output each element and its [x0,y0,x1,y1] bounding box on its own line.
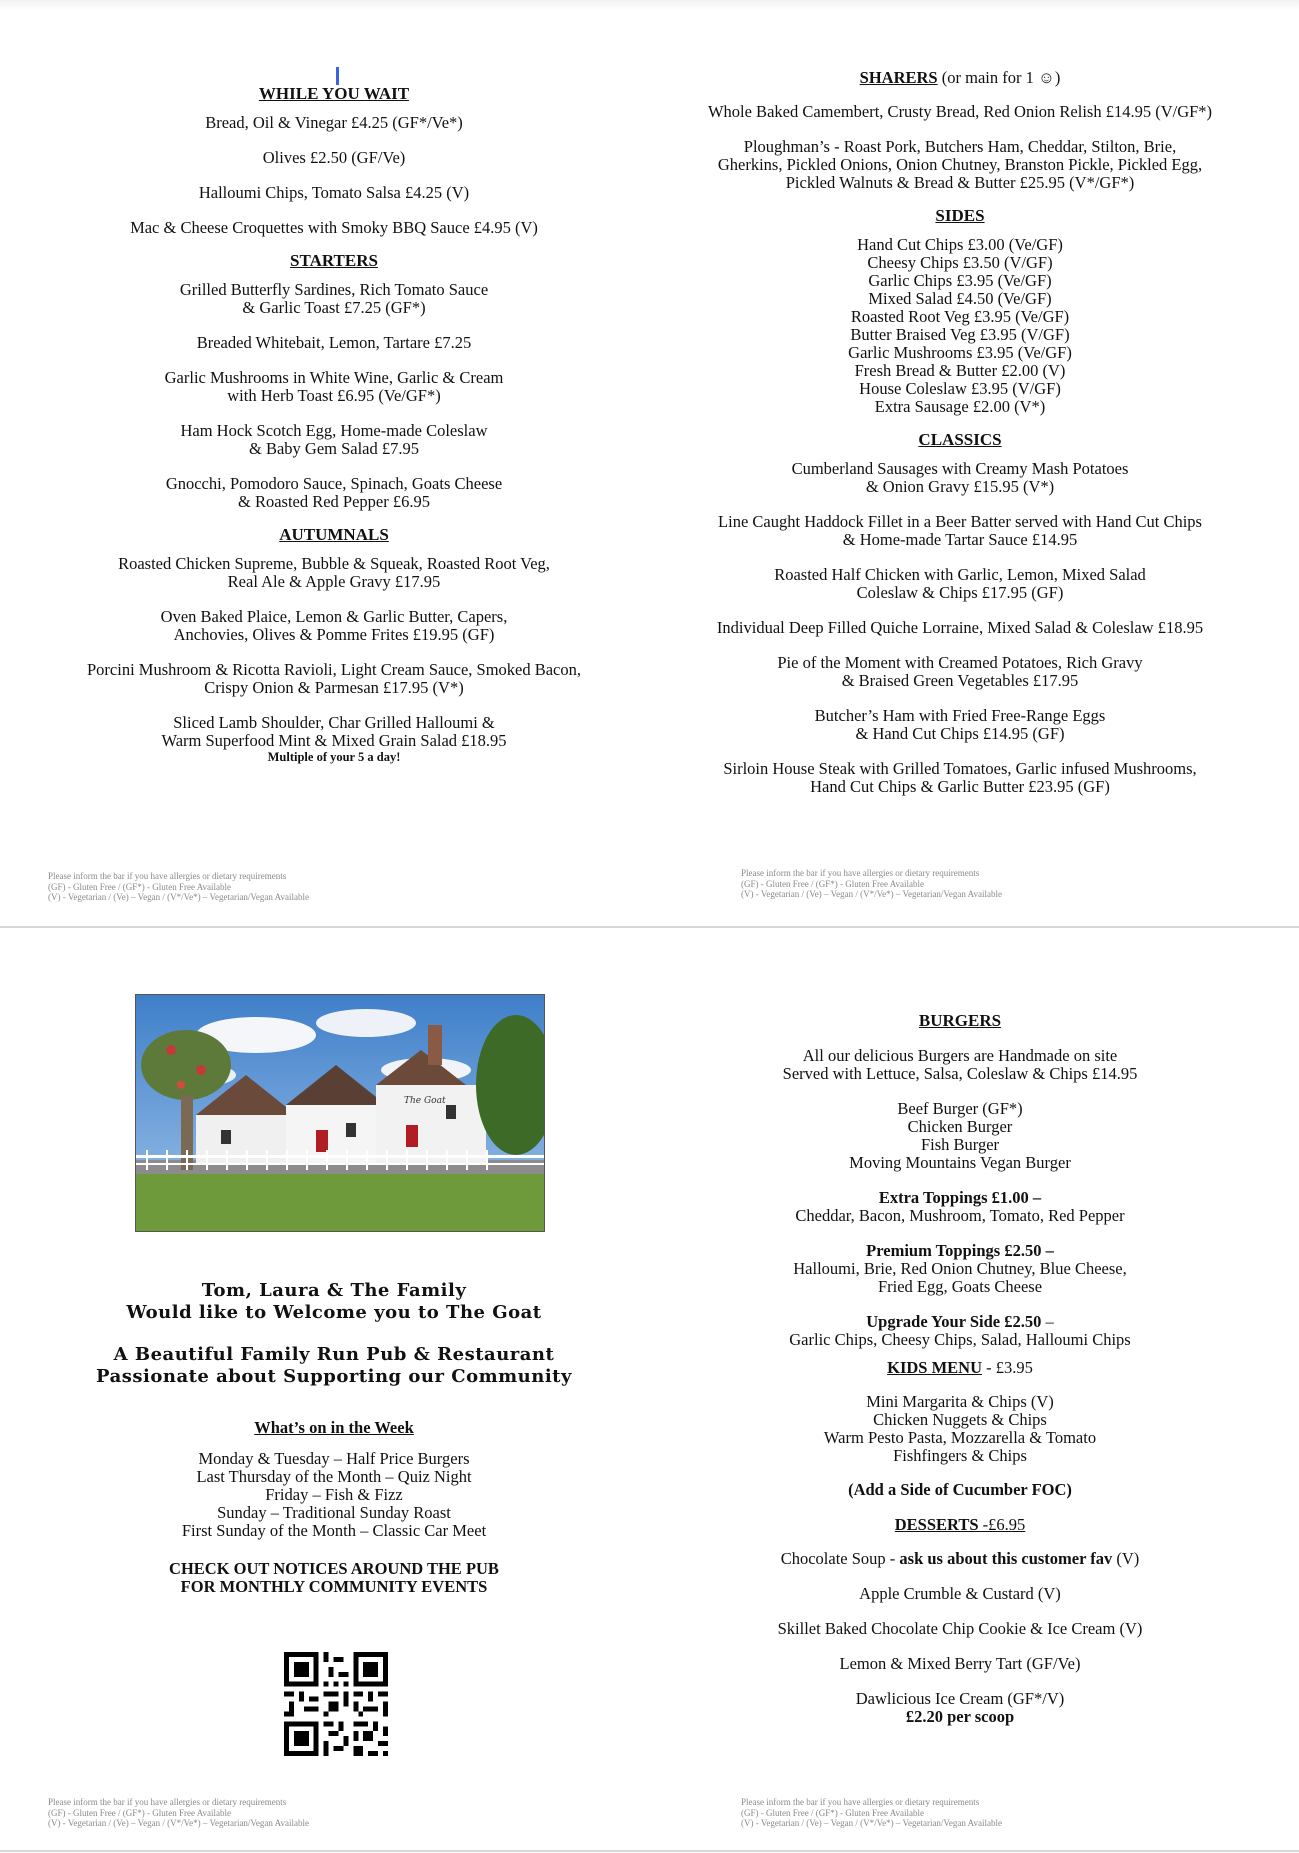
footer-line: (V) - Vegetarian / (Ve) – Vegan / (V*/Ve*) – Vegetarian/Vegan Available [741,889,1002,899]
extra-toppings-list: Cheddar, Bacon, Mushroom, Tomato, Red Pepper [795,1206,1125,1225]
menu-item-line: Butcher’s Ham with Fried Free-Range Eggs [814,706,1106,725]
menu-item [680,707,1240,743]
ice-cream-line: Dawlicious Ice Cream (GF*/V) [855,1689,1065,1708]
list-item: Roasted Root Veg £3.95 (Ve/GF) [850,307,1070,326]
notice-line: CHECK OUT NOTICES AROUND THE PUB [169,1559,499,1578]
menu-item-line: Pie of the Moment with Creamed Potatoes, Rich Gravy [777,653,1143,672]
list-item: Last Thursday of the Month – Quiz Night [196,1467,472,1486]
menu-item [40,555,628,591]
list-item: Friday – Fish & Fizz [265,1485,403,1504]
menu-item [680,760,1240,796]
heading-whats-on: What’s on in the Week [254,1418,414,1437]
list-item: Fishfingers & Chips [893,1446,1027,1465]
menu-item-line: Cumberland Sausages with Creamy Mash Potatoes [791,459,1129,478]
allergy-footer [741,868,1002,900]
allergy-footer [48,871,309,903]
five-a-day-note: Multiple of your 5 a day! [267,750,401,764]
list-item: Chicken Nuggets & Chips [873,1410,1047,1429]
menu-item-line: Roasted Chicken Supreme, Bubble & Squeak, Roasted Root Veg, [118,554,550,573]
menu-item-line: Whole Baked Camembert, Crusty Bread, Red Onion Relish £14.95 (V/GF*) [707,102,1213,121]
page-top-right [680,69,1240,796]
menu-item-line: Warm Superfood Mint & Mixed Grain Salad £18.95 [161,731,507,750]
notice-line: FOR MONTHLY COMMUNITY EVENTS [180,1577,488,1596]
list-item: Mixed Salad £4.50 (Ve/GF) [868,289,1052,308]
dessert-highlight: ask us about this customer fav [899,1549,1113,1568]
footer-line: Please inform the bar if you have allergies or dietary requirements [741,1797,980,1807]
footer-line: (V) - Vegetarian / (Ve) – Vegan / (V*/Ve*) – Vegetarian/Vegan Available [48,1818,309,1828]
page-bottom-left [40,1280,628,1596]
list-item: Butter Braised Veg £3.95 (V/GF) [850,325,1070,344]
desserts-price: -£6.95 [978,1515,1026,1534]
menu-item-line: Sliced Lamb Shoulder, Char Grilled Halloumi & [173,713,495,732]
menu-item: Apple Crumble & Custard (V) [859,1584,1061,1603]
page-divider [0,926,1299,928]
menu-item [40,422,628,458]
burgers-intro [680,1047,1240,1083]
menu-item [40,661,628,697]
list-item: First Sunday of the Month – Classic Car Meet [181,1521,487,1540]
list-item: Moving Mountains Vegan Burger [849,1153,1071,1172]
upgrade-side-dash: – [1041,1312,1054,1331]
list-item: Hand Cut Chips £3.00 (Ve/GF) [857,235,1063,254]
sharers-heading-row [680,69,1240,87]
menu-item [680,103,1240,121]
menu-item [680,1690,1240,1726]
menu-item-line: Breaded Whitebait, Lemon, Tartare £7.25 [196,333,472,352]
kids-side-note: (Add a Side of Cucumber FOC) [848,1480,1072,1499]
community-notice [40,1560,628,1596]
menu-item-line: & Braised Green Vegetables £17.95 [841,671,1079,690]
footer-line: (V) - Vegetarian / (Ve) – Vegan / (V*/Ve*) – Vegetarian/Vegan Available [48,892,309,902]
dessert-suffix: (V) [1112,1549,1140,1568]
menu-item-line: Crispy Onion & Parmesan £17.95 (V*) [204,678,464,697]
list-item: Sunday – Traditional Sunday Roast [217,1503,451,1522]
desserts-heading-row [680,1516,1240,1534]
menu-item [680,654,1240,690]
list-item: Garlic Chips £3.95 (Ve/GF) [868,271,1052,290]
page-top-left [40,84,628,764]
allergy-footer [48,1797,309,1829]
menu-item-line: Roasted Half Chicken with Garlic, Lemon, Mixed Salad [774,565,1146,584]
menu-item-line: & Roasted Red Pepper £6.95 [237,492,430,511]
heading-while-you-wait: WHILE YOU WAIT [258,84,410,103]
menu-item [680,460,1240,496]
sides-list [680,236,1240,416]
upgrade-side [680,1313,1240,1349]
premium-toppings [680,1242,1240,1296]
list-item: Cheesy Chips £3.50 (V/GF) [867,253,1053,272]
kids-list [680,1393,1240,1465]
text-cursor [336,67,339,85]
footer-line: (GF) - Gluten Free / (GF*) - Gluten Free Available [48,881,232,892]
document-top-edge [0,0,1299,10]
page-bottom-right [680,1011,1240,1726]
intro-line: Served with Lettuce, Salsa, Coleslaw & Chips £14.95 [782,1064,1138,1083]
menu-item-line: with Herb Toast £6.95 (Ve/GF*) [227,386,441,405]
menu-item-line: Gherkins, Pickled Onions, Onion Chutney, Branston Pickle, Pickled Egg, [717,155,1203,174]
list-item: Garlic Mushrooms £3.95 (Ve/GF) [848,343,1072,362]
extra-toppings-title: Extra Toppings £1.00 – [878,1188,1042,1207]
menu-item-line: & Baby Gem Salad £7.95 [248,439,420,458]
menu-item-line: Garlic Mushrooms in White Wine, Garlic & Cream [164,368,504,387]
menu-item-line: Individual Deep Filled Quiche Lorraine, Mixed Salad & Coleslaw £18.95 [716,618,1204,637]
tagline-line: A Beautiful Family Run Pub & Restaurant [113,1344,555,1365]
menu-item: Lemon & Mixed Berry Tart (GF/Ve) [839,1654,1081,1673]
tagline [40,1344,628,1388]
welcome-line: Tom, Laura & The Family [201,1280,467,1301]
menu-item-line: Grilled Butterfly Sardines, Rich Tomato Sauce [179,280,489,299]
premium-toppings-title: Premium Toppings £2.50 – [866,1241,1054,1260]
pub-photo [135,994,545,1232]
heading-desserts: DESSERTS [894,1515,979,1534]
menu-item [40,369,628,405]
list-item: Monday & Tuesday – Half Price Burgers [198,1449,470,1468]
ice-cream-price: £2.20 per scoop [905,1707,1015,1726]
list-item: Chicken Burger [907,1117,1013,1136]
heading-starters: STARTERS [290,251,378,270]
menu-item-line: Sirloin House Steak with Grilled Tomatoes, Garlic infused Mushrooms, [723,759,1197,778]
heading-sides: SIDES [935,206,985,225]
events-list [40,1450,628,1540]
list-item: Fish Burger [920,1135,1000,1154]
menu-item-line: Coleslaw & Chips £17.95 (GF) [856,583,1064,602]
sharers-suffix: (or main for 1 ☺) [937,68,1061,87]
heading-sharers: SHARERS [859,68,938,87]
menu-item [680,619,1240,637]
list-item: Mini Margarita & Chips (V) [866,1392,1054,1411]
page-divider [0,1850,1299,1852]
kids-heading-row [680,1359,1240,1377]
heading-classics: CLASSICS [918,430,1002,449]
menu-item [40,475,628,511]
premium-toppings-line: Fried Egg, Goats Cheese [877,1277,1043,1296]
list-item: Fresh Bread & Butter £2.00 (V) [854,361,1066,380]
menu-item-line: & Garlic Toast £7.25 (GF*) [242,298,426,317]
menu-item-line: Oven Baked Plaice, Lemon & Garlic Butter, Capers, [160,607,508,626]
list-item: Warm Pesto Pasta, Mozzarella & Tomato [823,1428,1097,1447]
menu-item-line: Ploughman’s - Roast Pork, Butchers Ham, Cheddar, Stilton, Brie, [743,137,1177,156]
menu-item: Olives £2.50 (GF/Ve) [262,148,406,167]
list-item: Extra Sausage £2.00 (V*) [874,397,1046,416]
upgrade-side-list: Garlic Chips, Cheesy Chips, Salad, Halloumi Chips [789,1330,1131,1349]
menu-item-line: Hand Cut Chips & Garlic Butter £23.95 (GF) [810,777,1110,796]
menu-item: Bread, Oil & Vinegar £4.25 (GF*/Ve*) [205,113,463,132]
pub-photo-illustration [136,995,544,1231]
welcome-message [40,1280,628,1324]
heading-kids-menu: KIDS MENU [887,1358,982,1377]
menu-item-line: Pickled Walnuts & Bread & Butter £25.95 (V*/GF*) [785,173,1135,192]
menu-item [680,138,1240,192]
menu-item [40,608,628,644]
menu-item [680,566,1240,602]
menu-item [40,334,628,352]
dessert-name: Chocolate Soup - [780,1549,900,1568]
intro-line: All our delicious Burgers are Handmade on site [802,1046,1118,1065]
qr-code-icon[interactable] [284,1652,388,1756]
menu-item [680,1550,1240,1568]
menu-item-line: Real Ale & Apple Gravy £17.95 [227,572,441,591]
menu-item [40,714,628,750]
menu-item-line: Anchovies, Olives & Pomme Frites £19.95 (GF) [173,625,495,644]
burger-list [680,1100,1240,1172]
menu-item [680,513,1240,549]
footer-line: Please inform the bar if you have allergies or dietary requirements [48,1797,287,1807]
list-item: Beef Burger (GF*) [897,1099,1023,1118]
footer-line: (GF) - Gluten Free / (GF*) - Gluten Free Available [741,1807,925,1818]
tagline-line: Passionate about Supporting our Community [96,1366,572,1387]
menu-item-line: Line Caught Haddock Fillet in a Beer Batter served with Hand Cut Chips [718,512,1202,531]
list-item: House Coleslaw £3.95 (V/GF) [859,379,1061,398]
pub-sign-text: The Goat [404,1096,446,1106]
footer-line: Please inform the bar if you have allergies or dietary requirements [741,868,980,878]
heading-autumnals: AUTUMNALS [279,525,389,544]
heading-burgers: BURGERS [918,1011,1002,1030]
menu-item: Halloumi Chips, Tomato Salsa £4.25 (V) [198,183,470,202]
footer-line: (V) - Vegetarian / (Ve) – Vegan / (V*/Ve*) – Vegetarian/Vegan Available [741,1818,1002,1828]
extra-toppings [680,1189,1240,1225]
footer-line: (GF) - Gluten Free / (GF*) - Gluten Free Available [741,878,925,889]
kids-menu-price: - £3.95 [982,1358,1033,1377]
menu-item-line: Ham Hock Scotch Egg, Home-made Coleslaw [180,421,488,440]
allergy-footer [741,1797,1002,1829]
upgrade-side-title: Upgrade Your Side £2.50 [866,1312,1042,1331]
footer-line: Please inform the bar if you have allergies or dietary requirements [48,871,287,881]
menu-item-line: & Home-made Tartar Sauce £14.95 [842,530,1078,549]
menu-item: Mac & Cheese Croquettes with Smoky BBQ Sauce £4.95 (V) [130,218,538,237]
welcome-line: Would like to Welcome you to The Goat [126,1302,542,1323]
menu-item-line: & Hand Cut Chips £14.95 (GF) [855,724,1065,743]
menu-item-line: & Onion Gravy £15.95 (V*) [865,477,1055,496]
menu-item-line: Gnocchi, Pomodoro Sauce, Spinach, Goats Cheese [165,474,503,493]
menu-item-line: Porcini Mushroom & Ricotta Ravioli, Light Cream Sauce, Smoked Bacon, [86,660,582,679]
footer-line: (GF) - Gluten Free / (GF*) - Gluten Free Available [48,1807,232,1818]
menu-item: Skillet Baked Chocolate Chip Cookie & Ice Cream (V) [777,1619,1143,1638]
menu-item [40,281,628,317]
premium-toppings-line: Halloumi, Brie, Red Onion Chutney, Blue Cheese, [793,1259,1127,1278]
